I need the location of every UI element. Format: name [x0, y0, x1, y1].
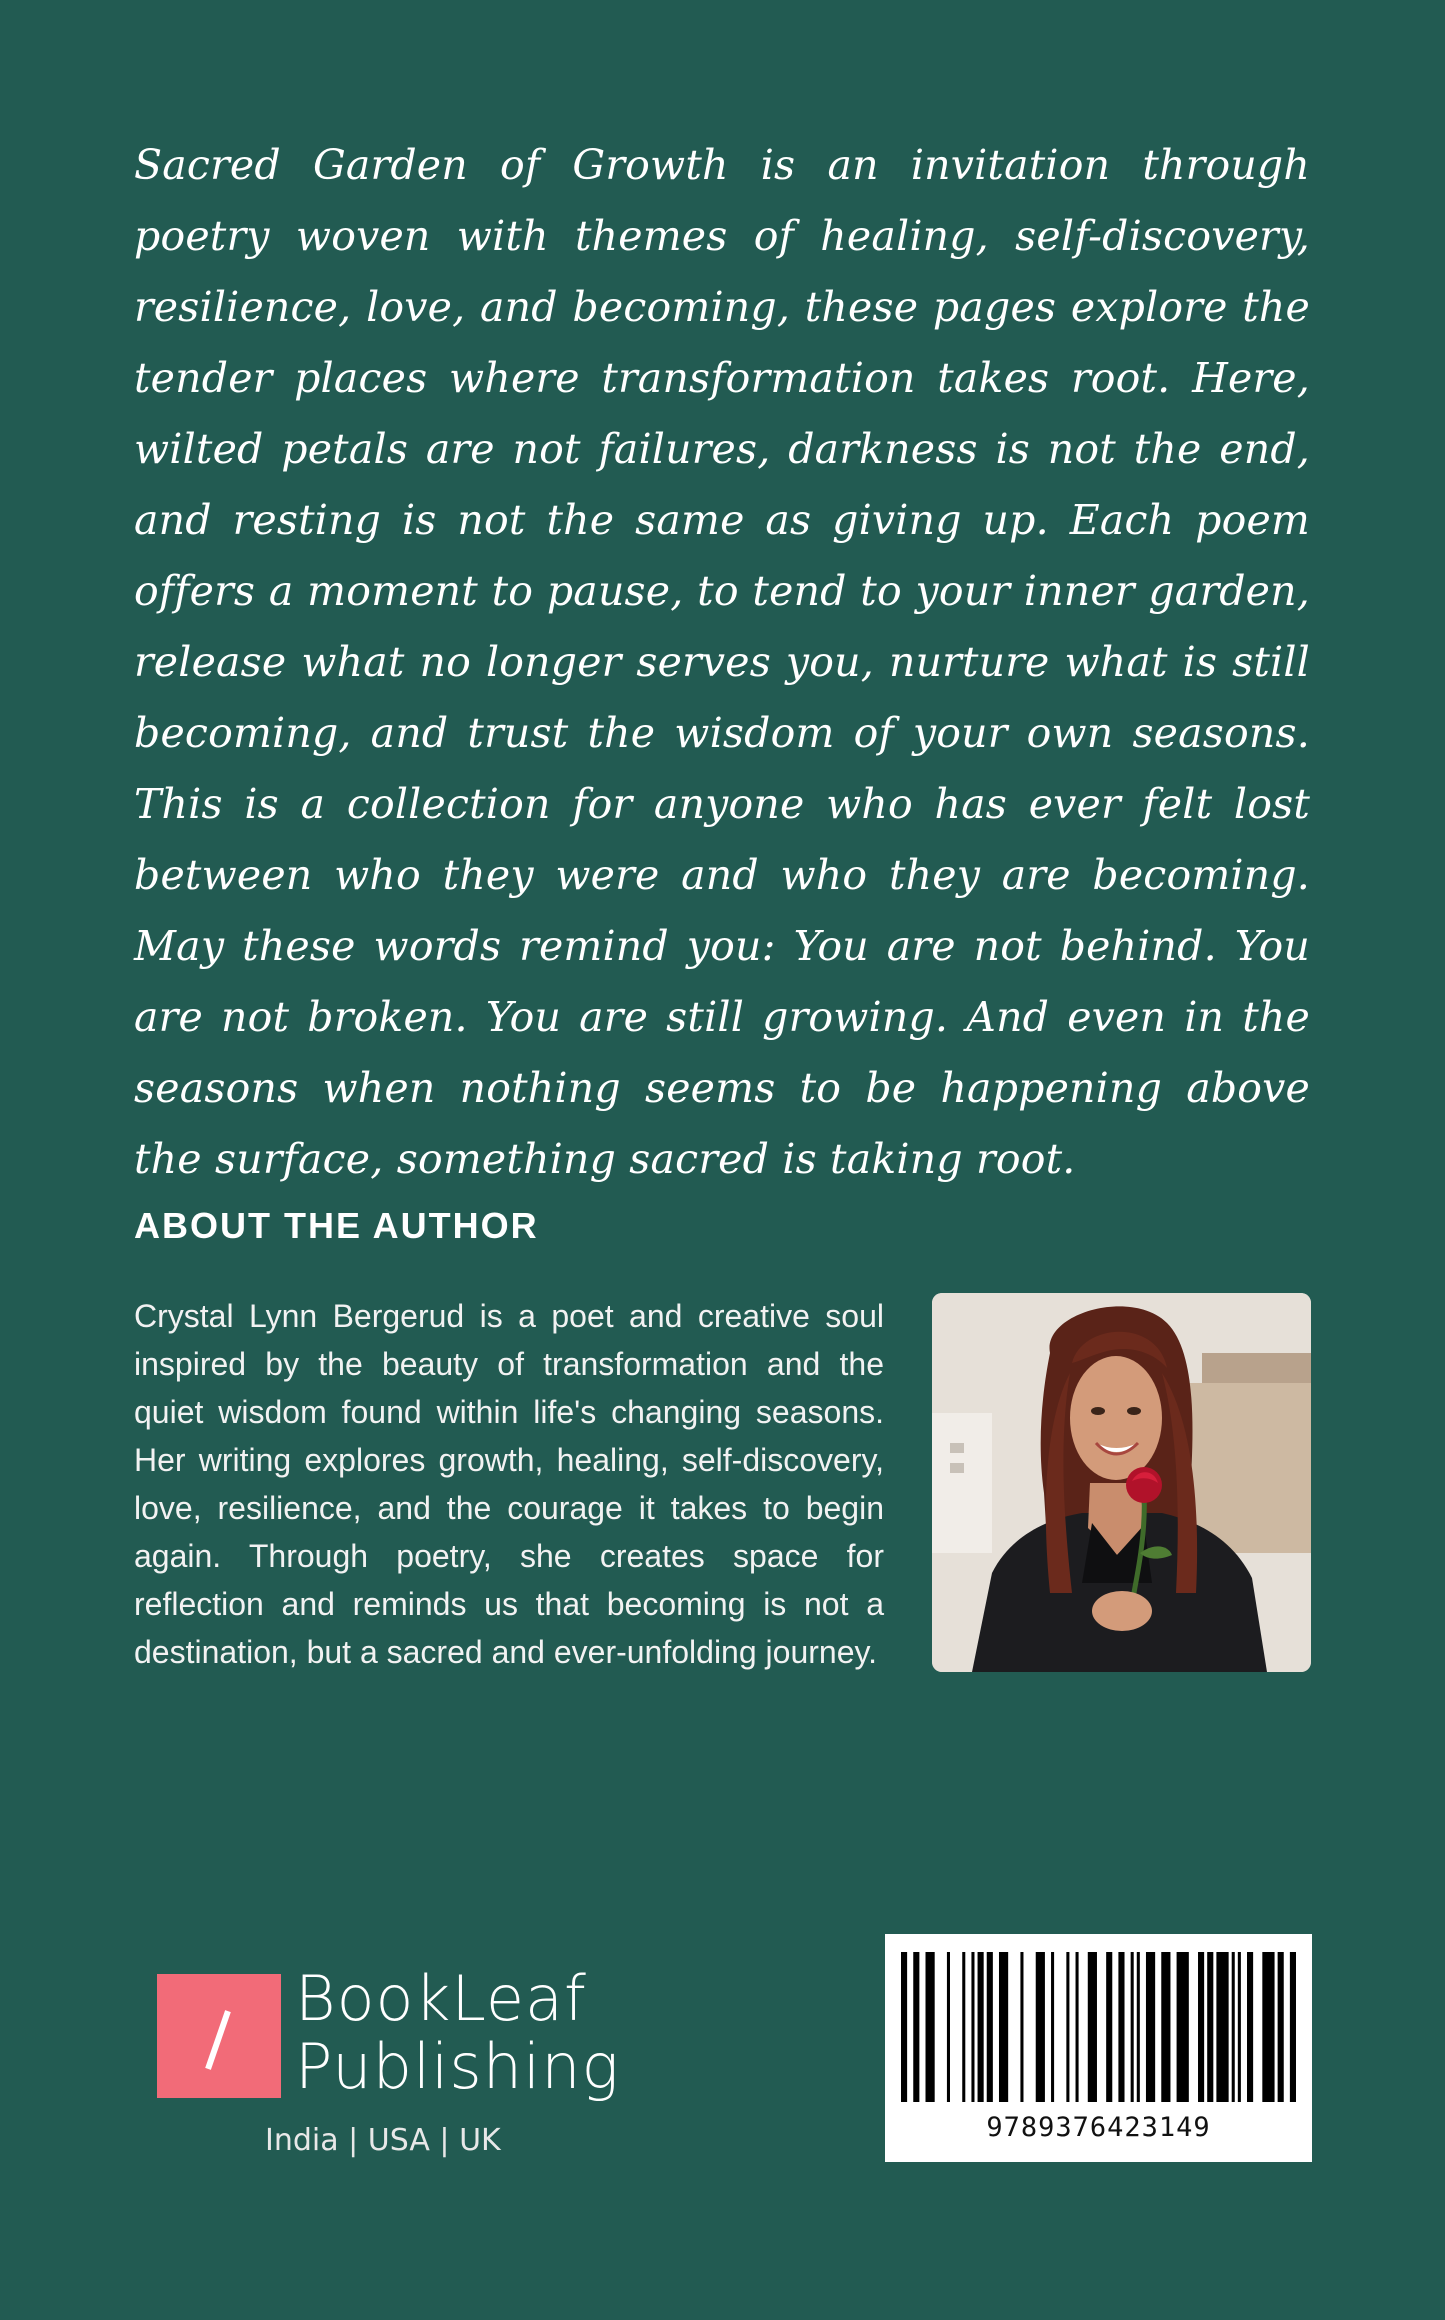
barcode-bar	[1146, 1952, 1155, 2102]
slash-icon	[157, 1974, 281, 2098]
barcode-bar	[1076, 1952, 1079, 2102]
publisher-name-line2: Publishing	[295, 2030, 620, 2103]
barcode-bar	[1051, 1952, 1054, 2102]
isbn-barcode	[885, 1934, 1312, 2162]
barcode-bar	[1088, 1952, 1097, 2102]
barcode-bar	[913, 1952, 919, 2102]
barcode-bar	[1238, 1952, 1241, 2102]
author-bio: Crystal Lynn Bergerud is a poet and creative soul inspired by the beauty of transformation and the quiet wisdom found within life's changing seasons. Her writing explores growth, healing, self-discovery, love, resilience, and the courage it takes to begin again. Through poetry, she creates space for reflection and reminds us that becoming is not a destination, but a sacred and ever-unfolding journey.	[134, 1298, 884, 1670]
barcode-bar	[999, 1952, 1008, 2102]
barcode-bar	[1207, 1952, 1213, 2102]
barcode-bar	[1118, 1952, 1124, 2102]
isbn-number: 9789376423149	[986, 2112, 1211, 2143]
about-author-heading: ABOUT THE AUTHOR	[134, 1205, 539, 1246]
barcode-bar	[1290, 1952, 1296, 2102]
publisher-logo	[157, 1962, 620, 2108]
barcode-bar	[947, 1952, 950, 2102]
barcode-bar	[1137, 1952, 1140, 2102]
barcode-bar	[1232, 1952, 1235, 2102]
barcode-bar	[978, 1952, 984, 2102]
publisher-name-line1: BookLeaf	[295, 1962, 587, 2035]
logo-square-mark	[157, 1974, 281, 2098]
barcode-bar	[971, 1952, 974, 2102]
author-portrait-illustration	[932, 1293, 1311, 1672]
barcode-bar	[1247, 1952, 1253, 2102]
barcode-bar	[1216, 1952, 1228, 2102]
barcode-bar	[1278, 1952, 1284, 2102]
barcode-bar	[1106, 1952, 1112, 2102]
barcode-bar	[1066, 1952, 1069, 2102]
book-blurb: Sacred Garden of Growth is an invitation through poetry woven with themes of healing, self-discovery, resilience, love, and becoming, these pages explore the tender places where transformation takes root. Here, wilted petals are not failures, darkness is not the end, and resting is not the same as giving up. Each poem offers a moment to pause, to tend to your inner garden, release what no longer serves you, nurture what is still becoming, and trust the wisdom of your own seasons. This is a collection for anyone who has ever felt lost between who they were and who they are becoming. May these words remind you: You are not behind. You are not broken. You are still growing. And even in the seasons when nothing seems to be happening above the surface, something sacred is taking root.	[134, 141, 1310, 1183]
barcode-bar	[1036, 1952, 1045, 2102]
author-photo	[932, 1293, 1311, 1672]
barcode-bar	[1177, 1952, 1189, 2102]
barcode-bar	[1262, 1952, 1274, 2102]
publisher-regions: India | USA | UK	[265, 2123, 501, 2158]
barcode-bar	[1020, 1952, 1023, 2102]
barcode-bar	[1161, 1952, 1170, 2102]
barcode-bar	[926, 1952, 935, 2102]
barcode-bar	[962, 1952, 965, 2102]
barcode-bar	[1131, 1952, 1134, 2102]
barcode-bars	[901, 1952, 1296, 2102]
barcode-bar	[1198, 1952, 1204, 2102]
barcode-bar	[901, 1952, 907, 2102]
barcode-bar	[987, 1952, 993, 2102]
